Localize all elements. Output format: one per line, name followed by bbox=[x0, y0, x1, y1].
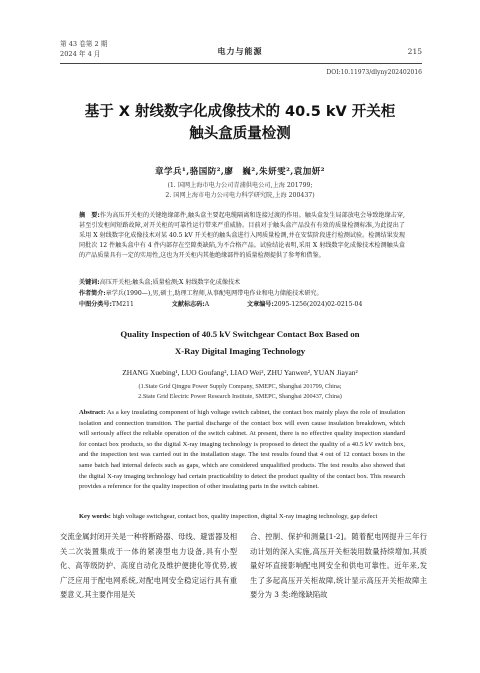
title-en-line-2: X-Ray Digital Imaging Technology bbox=[174, 346, 306, 356]
header-rule bbox=[60, 63, 422, 64]
keywords-cn-text: 高压开关柜;触头盒;质量检测;X 射线数字化成像技术 bbox=[99, 279, 241, 286]
affiliation-en-2: 2.State Grid Electric Power Research Institute, SMEPC, Shanghai 200437, China) bbox=[138, 393, 342, 400]
doc-code-label: 文献标志码: bbox=[171, 301, 205, 308]
authors-en: ZHANG Xuebing¹, LUO Goufang², LIAO Wei², ZHU Yanwen², YUAN Jiayan² bbox=[122, 368, 358, 377]
doc-code-value: A bbox=[204, 301, 210, 308]
abstract-en-label: Abstract: bbox=[79, 409, 106, 416]
classification-meta bbox=[79, 300, 409, 310]
authors-cn: 章学兵¹,骆国防²,廖 巍²,朱妍雯²,袁加妍² bbox=[155, 167, 325, 177]
author-info-label: 作者简介: bbox=[79, 290, 106, 297]
title-en bbox=[0, 326, 480, 360]
keywords-en-label: Key words: bbox=[79, 513, 111, 520]
abstract-en bbox=[79, 408, 405, 493]
keywords-en bbox=[79, 512, 405, 523]
title-cn bbox=[0, 101, 480, 145]
clc-value: TM211 bbox=[111, 301, 134, 308]
clc-field bbox=[79, 301, 152, 308]
volume-number: 第 43 卷第 2 期 bbox=[60, 40, 108, 48]
author-info-text: 章学兵(1990—),男,硕士,助理工程师,从事配电网带电作业和电力储能技术研究。 bbox=[105, 290, 323, 297]
affiliations-en bbox=[0, 382, 480, 402]
article-id-value: 2095-1256(2024)02-0215-04 bbox=[273, 301, 363, 308]
page-number: 215 bbox=[407, 47, 422, 56]
affiliation-en-1: (1.State Grid Qingpu Power Supply Company, SMEPC, Shanghai 201799, China; bbox=[138, 383, 342, 390]
keywords-cn bbox=[79, 278, 405, 288]
abstract-en-text: As a key insulating component of high voltage switch cabinet, the contact box mainly plays the role of insulation isolation and connection transition. The partial discharge of the contact box will even cause insulation breakdown, which will seriously affect the reliable operation of the switch cabinet. At present, there is no effective quality inspection standard for contact box products, so the digital X-ray imaging technology is proposed to detect the quality of a 40.5 kV switch box, and the inspection test was carried out in the installation stage. The test results found that 4 out of 12 contact boxes in the same batch had internal defects such as gaps, which are considered unqualified products. The test results also showed that the digital X-ray imaging technology had certain practicability to detect the product quality of the contact box. This research provides a reference for the quality inspection of other insulating parts in the switch cabinet. bbox=[79, 409, 405, 491]
abstract-cn bbox=[79, 211, 405, 261]
article-id-label: 文章编号: bbox=[247, 301, 274, 308]
doi: DOI:10.11973/dlyny202402016 bbox=[326, 69, 422, 76]
abstract-cn-text: 作为高压开关柜的关键绝缘部件,触头盒主要起电缆隔离和连接过渡的作用。触头盒发生局部放电会导致绝缘击穿,甚至引发柜间短路故障,对开关柜的可靠性运行带来严重威胁。目前对于触头盒产品没有有效的质量检测标准,为此提出了采用 X 射线数字化成像技术对某 40.5 kV 开关柜的触头盒进行入网质量检测,并在安装阶段进行检测试验。检测结果发现同批次 12 件触头盒中有 4 件内部存在空隙类缺陷,为不合格产品。试验结论表明,采用 X 射线数字化成像技术检测触头盒的产品质量具有一定的实用性,这也为开关柜内其他绝缘部件的质量检测提供了参考和借鉴。 bbox=[79, 212, 405, 259]
keywords-en-text: high voltage switchgear, contact box, quality inspection, digital X-ray imaging technology, gap defect bbox=[112, 513, 378, 520]
keywords-cn-label: 关键词: bbox=[79, 279, 100, 286]
doc-code-field bbox=[172, 301, 227, 308]
author-info bbox=[79, 289, 405, 299]
affiliation-cn-2: 2. 国网上海市电力公司电力科学研究院,上海 200437) bbox=[165, 192, 315, 199]
affiliations-cn bbox=[0, 181, 480, 201]
affiliation-cn-1: (1. 国网上海市电力公司青浦供电公司,上海 201799; bbox=[167, 182, 313, 189]
clc-label: 中图分类号: bbox=[79, 301, 112, 308]
abstract-cn-label: 摘 要: bbox=[79, 212, 100, 219]
body-column-right: 合、控制、保护和测量[1-2]。随着配电网提升三年行动计划的深入实施,高压开关柜装用数量持续增加,其质量好坏直接影响配电网安全和供电可靠性。近年来,发生了多起高压开关柜故障,统计显示高压开关柜故障主要分为 3 类:绝缘缺陷故 bbox=[250, 532, 427, 600]
issue-date: 2024 年 4 月 bbox=[60, 49, 101, 58]
article-id-field bbox=[247, 301, 380, 308]
journal-name: 电力与能源 bbox=[217, 47, 263, 56]
title-cn-line-1: 基于 X 射线数字化成像技术的 40.5 kV 开关柜 bbox=[84, 104, 396, 120]
title-cn-line-2: 触头盒质量检测 bbox=[189, 126, 291, 142]
body-column-left: 交流金属封闭开关是一种将断路器、母线、避雷器及相关二次装置集成于一体的紧凑型电力设备,具有小型化、高等级防护、高度自动化及维护便捷化等优势,被广泛应用于配电网系统,对配电网安全稳定运行具有重要意义,其主要作用是关 bbox=[60, 532, 237, 600]
title-en-line-1: Quality Inspection of 40.5 kV Switchgear Contact Box Based on bbox=[120, 329, 360, 339]
